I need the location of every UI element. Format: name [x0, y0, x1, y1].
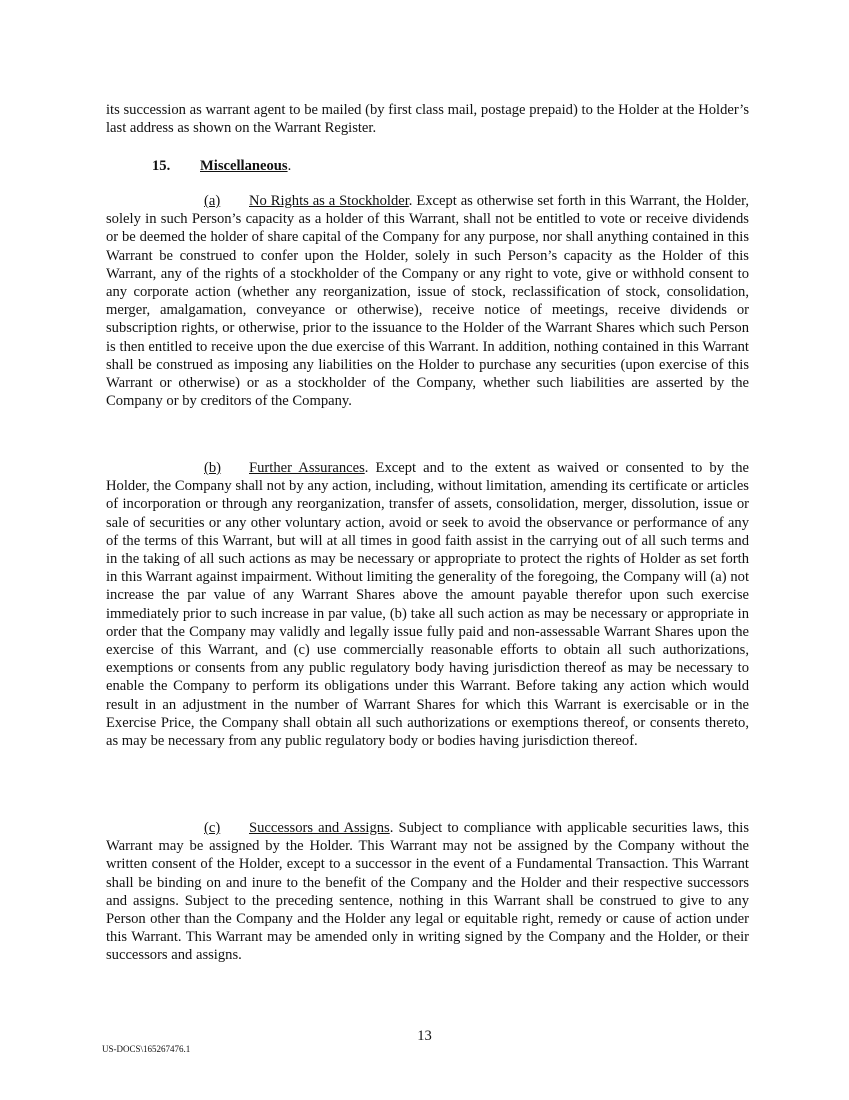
section-number: 15. — [152, 158, 171, 174]
subsection-title: Successors and Assigns — [249, 820, 390, 836]
subsection-body: . Except and to the extent as waived or consented to by the Holder, the Company shall not by any action, including, without limitation, amending its certificate or articles of incorporation or through any reorganization, transfer of assets, consolidation, merger, dissolution, issue or sale of securities or any other voluntary action, avoid or seek to avoid the observance or performance of any of the terms of this Warrant, but will at all times in good faith assist in the carrying out of all such terms and in the taking of all such actions as may be necessary or appropriate to protect the rights of Holder as set forth in this Warrant against impairment. Without limiting the generality of the foregoing, the Company will (a) not increase the par value of any Warrant Shares above the amount payable therefor upon such exercise immediately prior to such increase in par value, (b) take all such action as may be necessary or appropriate in order that the Company may validly and legally issue fully paid and non-assessable Warrant Shares upon the exercise of this Warrant, and (c) use commercially reasonable efforts to obtain all such authorizations, exemptions or consents from any public regulatory body having jurisdiction thereof as may be necessary to enable the Company to perform its obligations under this Warrant. Before taking any action which would result in an adjustment in the number of Warrant Shares for which this Warrant is exercisable or in the Exercise Price, the Company shall obtain all such authorizations or exemptions thereof, or consents thereto, as may be necessary from any public regulatory body or bodies having jurisdiction thereof. — [106, 460, 749, 750]
document-id: US-DOCS\165267476.1 — [102, 1044, 191, 1054]
subsection-body: . Subject to compliance with applicable securities laws, this Warrant may be assigned by the Holder. This Warrant may not be assigned by the Company without the written consent of the Holder, except to a successor in the event of a Fundamental Transaction. This Warrant shall be binding on and inure to the benefit of the Company and the Holder and their respective successors and assigns. Subject to the preceding sentence, nothing in this Warrant shall be construed to give to any Person other than the Company and the Holder any legal or equitable right, remedy or cause of action under this Warrant. This Warrant may be amended only in writing signed by the Company and the Holder, or their successors and assigns. — [106, 820, 749, 964]
section-title: Miscellaneous — [200, 158, 288, 174]
subsection-title: Further Assurances — [249, 460, 365, 476]
subsection-a — [106, 192, 749, 410]
subsection-title: No Rights as a Stockholder — [249, 193, 409, 209]
continuation-paragraph: its succession as warrant agent to be mailed (by first class mail, postage prepaid) to the Holder at the Holder’s last address as shown on the Warrant Register. — [106, 102, 749, 137]
subsection-body: . Except as otherwise set forth in this Warrant, the Holder, solely in such Person’s capacity as a holder of this Warrant, shall not be entitled to vote or receive dividends or be deemed the holder of share capital of the Company for any purpose, nor shall anything contained in this Warrant be construed to confer upon the Holder, solely in such Person’s capacity as the Holder of this Warrant, any of the rights of a stockholder of the Company or any right to vote, give or withhold consent to any corporate action (whether any reorganization, issue of stock, reclassification of stock, consolidation, merger, amalgamation, conveyance or otherwise), receive notice of meetings, receive dividends or subscription rights, or otherwise, prior to the issuance to the Holder of the Warrant Shares which such Person is then entitled to receive upon the due exercise of this Warrant. In addition, nothing contained in this Warrant shall be construed as imposing any liabilities on the Holder to purchase any securities (upon exercise of this Warrant or otherwise) or as a stockholder of the Company, whether such liabilities are asserted by the Company or by creditors of the Company. — [106, 193, 749, 410]
page-number: 13 — [417, 1028, 432, 1044]
subsection-b — [106, 459, 749, 750]
subsection-label: (b) — [204, 460, 222, 476]
section-heading — [152, 157, 291, 175]
subsection-label: (c) — [204, 820, 221, 836]
subsection-c — [106, 819, 749, 965]
subsection-label: (a) — [204, 193, 221, 209]
section-title-punct: . — [287, 158, 292, 174]
